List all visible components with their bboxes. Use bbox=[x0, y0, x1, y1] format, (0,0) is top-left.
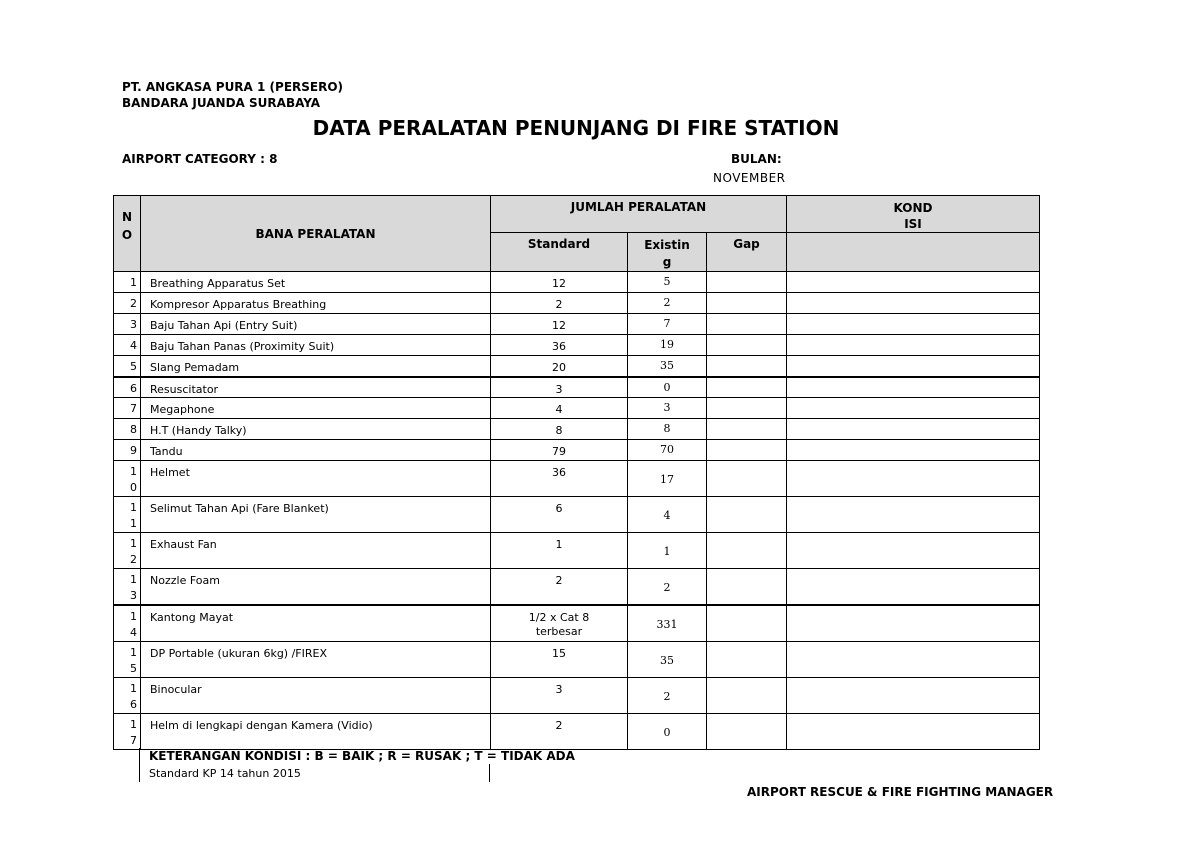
row-name: Helm di lengkapi dengan Kamera (Vidio) bbox=[141, 714, 491, 750]
table-row bbox=[114, 678, 1040, 714]
row-gap bbox=[707, 461, 787, 497]
table-row bbox=[114, 356, 1040, 377]
row-name: Kantong Mayat bbox=[141, 605, 491, 642]
row-existing: 70 bbox=[628, 440, 707, 461]
row-existing: 35 bbox=[628, 642, 707, 678]
header-kondisi-blank bbox=[787, 233, 1040, 272]
row-gap bbox=[707, 497, 787, 533]
table-row bbox=[114, 461, 1040, 497]
row-existing: 35 bbox=[628, 356, 707, 377]
row-name: Binocular bbox=[141, 678, 491, 714]
row-name: Baju Tahan Panas (Proximity Suit) bbox=[141, 335, 491, 356]
row-name: Selimut Tahan Api (Fare Blanket) bbox=[141, 497, 491, 533]
row-standard: 2 bbox=[491, 293, 628, 314]
row-no-line1: 1 bbox=[130, 501, 137, 514]
row-no-line2: 1 bbox=[130, 517, 137, 530]
row-no bbox=[114, 461, 141, 497]
row-kondisi bbox=[787, 398, 1040, 419]
airport-name: BANDARA JUANDA SURABAYA bbox=[122, 96, 321, 110]
row-existing: 2 bbox=[628, 678, 707, 714]
manager-signature-label: AIRPORT RESCUE & FIRE FIGHTING MANAGER bbox=[747, 785, 1054, 799]
row-no-line1: 1 bbox=[130, 537, 137, 550]
row-gap bbox=[707, 398, 787, 419]
row-standard: 79 bbox=[491, 440, 628, 461]
header-gap-label: Gap bbox=[733, 237, 760, 251]
row-name: Baju Tahan Api (Entry Suit) bbox=[141, 314, 491, 335]
row-kondisi bbox=[787, 335, 1040, 356]
table-row bbox=[114, 642, 1040, 678]
page-title: DATA PERALATAN PENUNJANG DI FIRE STATION bbox=[312, 116, 840, 140]
row-existing: 331 bbox=[628, 605, 707, 642]
row-no: 8 bbox=[114, 419, 141, 440]
row-name: Helmet bbox=[141, 461, 491, 497]
row-no-line2: 4 bbox=[130, 626, 137, 639]
row-no bbox=[114, 642, 141, 678]
row-no-line1: 1 bbox=[130, 682, 137, 695]
header-existing-line1: Existin bbox=[644, 238, 690, 252]
row-standard: 12 bbox=[491, 314, 628, 335]
row-name: Exhaust Fan bbox=[141, 533, 491, 569]
row-gap bbox=[707, 440, 787, 461]
header-kondisi bbox=[787, 196, 1040, 233]
table-row bbox=[114, 398, 1040, 419]
row-kondisi bbox=[787, 569, 1040, 606]
row-no: 1 bbox=[114, 272, 141, 293]
row-kondisi bbox=[787, 605, 1040, 642]
row-no-line2: 3 bbox=[130, 589, 137, 602]
row-standard: 2 bbox=[491, 714, 628, 750]
row-name: Breathing Apparatus Set bbox=[141, 272, 491, 293]
row-no-line1: 1 bbox=[130, 610, 137, 623]
row-kondisi bbox=[787, 678, 1040, 714]
row-name: Nozzle Foam bbox=[141, 569, 491, 606]
row-gap bbox=[707, 605, 787, 642]
row-standard: 3 bbox=[491, 678, 628, 714]
keterangan-kondisi: KETERANGAN KONDISI : B = BAIK ; R = RUSAK ; T = TIDAK ADA bbox=[149, 749, 575, 763]
row-kondisi bbox=[787, 714, 1040, 750]
row-standard bbox=[491, 605, 628, 642]
table-row bbox=[114, 293, 1040, 314]
row-standard: 12 bbox=[491, 272, 628, 293]
row-kondisi bbox=[787, 642, 1040, 678]
header-existing bbox=[628, 233, 707, 272]
row-kondisi bbox=[787, 377, 1040, 398]
table-row bbox=[114, 377, 1040, 398]
row-standard: 2 bbox=[491, 569, 628, 606]
table-row bbox=[114, 569, 1040, 606]
row-gap bbox=[707, 272, 787, 293]
row-existing: 2 bbox=[628, 293, 707, 314]
row-name: Tandu bbox=[141, 440, 491, 461]
row-no: 7 bbox=[114, 398, 141, 419]
row-existing: 0 bbox=[628, 377, 707, 398]
row-no-line2: 2 bbox=[130, 553, 137, 566]
row-existing: 0 bbox=[628, 714, 707, 750]
header-name-label: BANA PERALATAN bbox=[255, 226, 376, 241]
row-no: 5 bbox=[114, 356, 141, 377]
row-no-line1: 1 bbox=[130, 646, 137, 659]
row-gap bbox=[707, 569, 787, 606]
row-name: Megaphone bbox=[141, 398, 491, 419]
row-name: DP Portable (ukuran 6kg) /FIREX bbox=[141, 642, 491, 678]
row-kondisi bbox=[787, 314, 1040, 335]
row-no bbox=[114, 678, 141, 714]
row-existing: 17 bbox=[628, 461, 707, 497]
row-no-line1: 1 bbox=[130, 465, 137, 478]
row-kondisi bbox=[787, 440, 1040, 461]
header-standard bbox=[491, 233, 628, 272]
row-no bbox=[114, 497, 141, 533]
row-gap bbox=[707, 377, 787, 398]
row-kondisi bbox=[787, 419, 1040, 440]
header-no bbox=[114, 196, 141, 272]
row-standard: 20 bbox=[491, 356, 628, 377]
table-row bbox=[114, 605, 1040, 642]
row-existing: 1 bbox=[628, 533, 707, 569]
standard-reference: Standard KP 14 tahun 2015 bbox=[149, 767, 301, 780]
row-standard: 8 bbox=[491, 419, 628, 440]
row-no-line2: 6 bbox=[130, 698, 137, 711]
row-gap bbox=[707, 714, 787, 750]
row-name: Resuscitator bbox=[141, 377, 491, 398]
header-jumlah bbox=[491, 196, 787, 233]
airport-category: AIRPORT CATEGORY : 8 bbox=[122, 152, 278, 166]
row-no bbox=[114, 714, 141, 750]
row-existing: 2 bbox=[628, 569, 707, 606]
row-no-line1: 1 bbox=[130, 573, 137, 586]
header-existing-line2: g bbox=[662, 255, 672, 269]
row-standard: 36 bbox=[491, 335, 628, 356]
row-no-line2: 7 bbox=[130, 734, 137, 747]
row-gap bbox=[707, 642, 787, 678]
header-kond-line1: KOND bbox=[893, 201, 933, 215]
row-kondisi bbox=[787, 461, 1040, 497]
row-no-line1: 1 bbox=[130, 718, 137, 731]
row-gap bbox=[707, 293, 787, 314]
header-gap bbox=[707, 233, 787, 272]
row-existing: 4 bbox=[628, 497, 707, 533]
equipment-table bbox=[113, 195, 1040, 750]
row-standard: 3 bbox=[491, 377, 628, 398]
company-name: PT. ANGKASA PURA 1 (PERSERO) bbox=[122, 80, 344, 94]
row-existing: 7 bbox=[628, 314, 707, 335]
header-no-line1: N bbox=[121, 210, 133, 224]
bulan-label: BULAN: bbox=[731, 152, 782, 166]
row-existing: 5 bbox=[628, 272, 707, 293]
row-standard: 1 bbox=[491, 533, 628, 569]
header-standard-label: Standard bbox=[527, 237, 591, 251]
header-no-line2: O bbox=[121, 228, 133, 242]
row-no-line2: 5 bbox=[130, 662, 137, 675]
row-kondisi bbox=[787, 356, 1040, 377]
company-header bbox=[122, 79, 343, 111]
table-row bbox=[114, 714, 1040, 750]
row-no: 3 bbox=[114, 314, 141, 335]
row-existing: 8 bbox=[628, 419, 707, 440]
table-row bbox=[114, 272, 1040, 293]
row-name: H.T (Handy Talky) bbox=[141, 419, 491, 440]
row-gap bbox=[707, 419, 787, 440]
row-no: 9 bbox=[114, 440, 141, 461]
row-standard: 15 bbox=[491, 642, 628, 678]
table-row bbox=[114, 419, 1040, 440]
row-no: 2 bbox=[114, 293, 141, 314]
row-no bbox=[114, 533, 141, 569]
header-name bbox=[141, 196, 491, 272]
row-gap bbox=[707, 335, 787, 356]
bulan-value: NOVEMBER bbox=[713, 171, 786, 185]
row-existing: 3 bbox=[628, 398, 707, 419]
row-gap bbox=[707, 678, 787, 714]
row-no bbox=[114, 569, 141, 606]
row-standard: 4 bbox=[491, 398, 628, 419]
row-no-line2: 0 bbox=[130, 481, 137, 494]
table-row bbox=[114, 497, 1040, 533]
row-no bbox=[114, 605, 141, 642]
row-no: 6 bbox=[114, 377, 141, 398]
row-standard: 6 bbox=[491, 497, 628, 533]
row-standard-line2: terbesar bbox=[535, 625, 583, 638]
row-kondisi bbox=[787, 533, 1040, 569]
row-gap bbox=[707, 533, 787, 569]
row-standard-line1: 1/2 x Cat 8 bbox=[528, 611, 590, 624]
row-kondisi bbox=[787, 497, 1040, 533]
row-standard: 36 bbox=[491, 461, 628, 497]
table-row bbox=[114, 335, 1040, 356]
row-name: Slang Pemadam bbox=[141, 356, 491, 377]
footer-left-border bbox=[139, 748, 140, 782]
table-row bbox=[114, 440, 1040, 461]
row-kondisi bbox=[787, 293, 1040, 314]
footer-mid-border bbox=[489, 764, 490, 782]
row-kondisi bbox=[787, 272, 1040, 293]
row-no: 4 bbox=[114, 335, 141, 356]
header-jumlah-label: JUMLAH PERALATAN bbox=[570, 200, 707, 214]
row-gap bbox=[707, 314, 787, 335]
table-row bbox=[114, 314, 1040, 335]
table-row bbox=[114, 533, 1040, 569]
row-gap bbox=[707, 356, 787, 377]
header-kond-line2: ISI bbox=[904, 217, 922, 231]
row-name: Kompresor Apparatus Breathing bbox=[141, 293, 491, 314]
row-existing: 19 bbox=[628, 335, 707, 356]
